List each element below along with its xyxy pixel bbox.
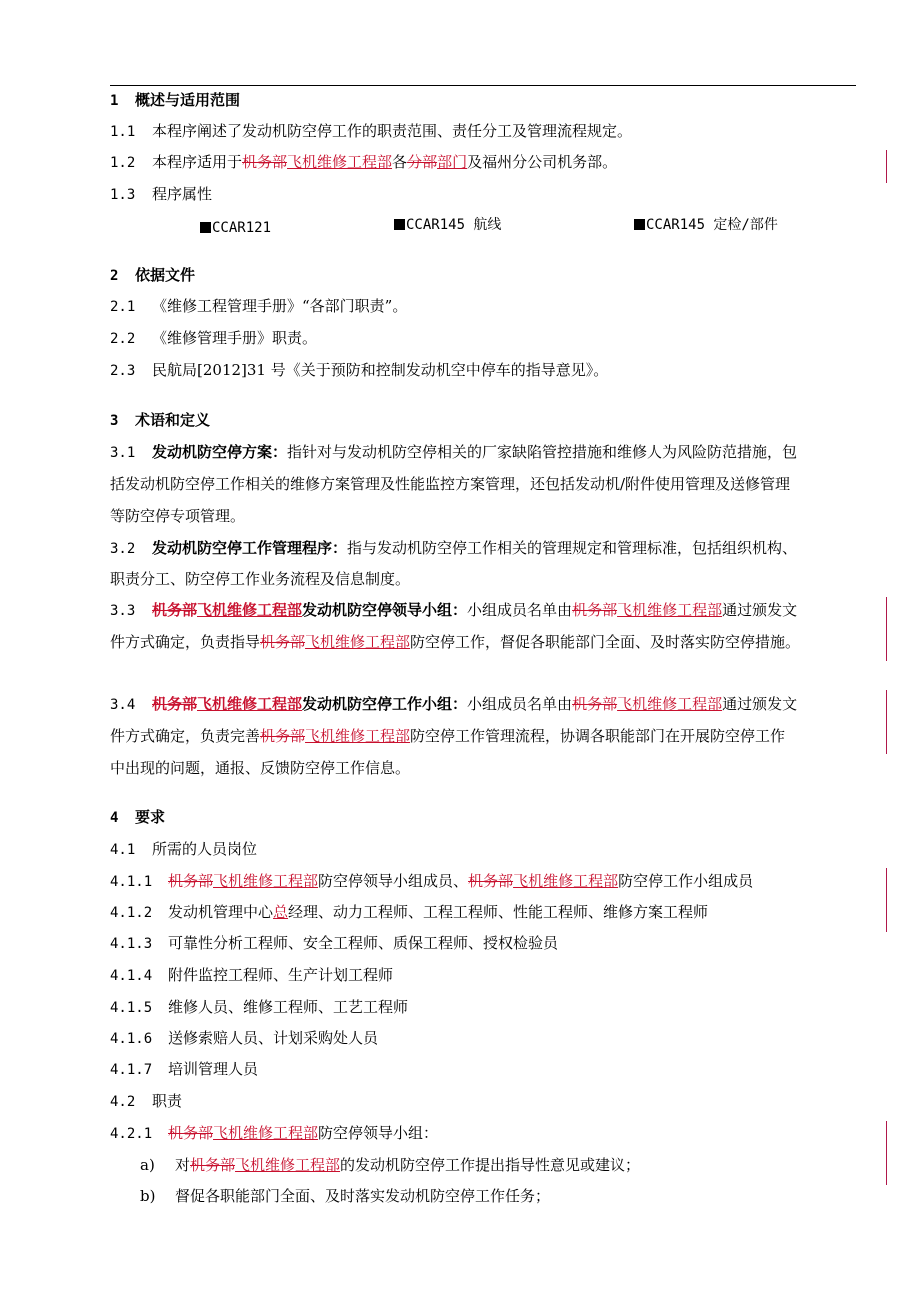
revision-bar <box>886 150 887 183</box>
inserted-text: 飞机维修工程部 <box>197 601 303 619</box>
para-4-1-5: 4.1.5 维修人员、维修工程师、工艺工程师 <box>110 998 409 1016</box>
para-4-1-4: 4.1.4 附件监控工程师、生产计划工程师 <box>110 966 394 984</box>
inserted-text: 飞机维修工程部 <box>197 695 303 713</box>
inserted-text: 飞机维修工程部 <box>235 1156 341 1174</box>
para-4-1-2: 4.1.2 发动机管理中心总经理、动力工程师、工程工程师、性能工程师、维修方案工程师 <box>110 903 709 921</box>
revision-bar <box>886 868 887 932</box>
section-1-heading: 1 概述与适用范围 <box>110 91 241 109</box>
para-1-2: 1.2 本程序适用于机务部飞机维修工程部各分部部门及福州分公司机务部。 <box>110 153 618 171</box>
section-2-heading: 2 依据文件 <box>110 266 196 284</box>
inserted-text: 部门 <box>437 153 468 171</box>
para-2-2: 2.2 《维修管理手册》职责。 <box>110 329 318 347</box>
para-3-1-line-2: 括发动机防空停工作相关的维修方案管理及性能监控方案管理，还包括发动机/附件使用管理及送修管理 <box>110 475 791 493</box>
inserted-text: 飞机维修工程部 <box>513 872 619 890</box>
list-item-a: a) 对机务部飞机维修工程部的发动机防空停工作提出指导性意见或建议； <box>140 1156 641 1174</box>
inserted-text: 飞机维修工程部 <box>617 695 723 713</box>
para-2-1: 2.1 《维修工程管理手册》“各部门职责”。 <box>110 297 408 315</box>
para-3-4-line-2: 件方式确定，负责完善机务部飞机维修工程部防空停工作管理流程，协调各职能部门在开展防空停工作 <box>110 727 786 745</box>
deleted-text: 机务部 <box>152 695 198 713</box>
para-4-1-6: 4.1.6 送修索赔人员、计划采购处人员 <box>110 1029 379 1047</box>
list-item-b: b) 督促各职能部门全面、及时落实发动机防空停工作任务； <box>140 1187 551 1205</box>
deleted-text: 机务部 <box>468 872 514 890</box>
para-4-2: 4.2 职责 <box>110 1092 183 1110</box>
deleted-text: 机务部 <box>168 1124 214 1142</box>
inserted-text: 飞机维修工程部 <box>287 153 393 171</box>
deleted-text: 机务部 <box>242 153 288 171</box>
attribute-ccar121: CCAR121 <box>200 218 271 238</box>
para-3-1-line-3: 等防空停专项管理。 <box>110 507 246 525</box>
deleted-text: 机务部 <box>260 727 306 745</box>
para-3-2-line-2: 职责分工、防空停工作业务流程及信息制度。 <box>110 570 411 588</box>
deleted-text: 机务部 <box>190 1156 236 1174</box>
deleted-text: 分部 <box>407 153 438 171</box>
inserted-text: 飞机维修工程部 <box>305 633 411 651</box>
para-2-3: 2.3 民航局[2012]31 号《关于预防和控制发动机空中停车的指导意见》。 <box>110 361 609 379</box>
checked-box-icon <box>200 222 211 233</box>
deleted-text: 机务部 <box>152 601 198 619</box>
para-3-1: 3.1 发动机防空停方案：指针对与发动机防空停相关的厂家缺陷管控措施和维修人为风险防范措施，包 <box>110 443 798 461</box>
para-1-3: 1.3 程序属性 <box>110 185 213 203</box>
para-4-1-3: 4.1.3 可靠性分析工程师、安全工程师、质保工程师、授权检验员 <box>110 934 559 952</box>
para-3-4: 3.4 机务部飞机维修工程部发动机防空停工作小组：小组成员名单由机务部飞机维修工程部通过颁发文 <box>110 695 798 713</box>
inserted-text: 飞机维修工程部 <box>617 601 723 619</box>
para-4-2-1: 4.2.1 机务部飞机维修工程部防空停领导小组： <box>110 1124 439 1142</box>
checked-box-icon <box>394 219 405 230</box>
deleted-text: 机务部 <box>572 601 618 619</box>
inserted-text: 飞机维修工程部 <box>305 727 411 745</box>
inserted-text: 飞机维修工程部 <box>213 872 319 890</box>
inserted-text: 总 <box>273 903 289 921</box>
checked-box-icon <box>634 219 645 230</box>
para-3-3: 3.3 机务部飞机维修工程部发动机防空停领导小组：小组成员名单由机务部飞机维修工程部通过颁发文 <box>110 601 798 619</box>
header-rule <box>110 85 856 86</box>
para-4-1-1: 4.1.1 机务部飞机维修工程部防空停领导小组成员、机务部飞机维修工程部防空停工作小组成员 <box>110 872 754 890</box>
para-1-1: 1.1 本程序阐述了发动机防空停工作的职责范围、责任分工及管理流程规定。 <box>110 122 633 140</box>
attribute-ccar145-line: CCAR145 航线 <box>394 215 501 235</box>
deleted-text: 机务部 <box>260 633 306 651</box>
attribute-ccar145-check: CCAR145 定检/部件 <box>634 215 778 235</box>
section-3-heading: 3 术语和定义 <box>110 411 211 429</box>
revision-bar <box>886 597 887 661</box>
para-3-4-line-3: 中出现的问题，通报、反馈防空停工作信息。 <box>110 759 411 777</box>
para-4-1-7: 4.1.7 培训管理人员 <box>110 1060 259 1078</box>
para-4-1: 4.1 所需的人员岗位 <box>110 840 258 858</box>
deleted-text: 机务部 <box>572 695 618 713</box>
para-3-2: 3.2 发动机防空停工作管理程序：指与发动机防空停工作相关的管理规定和管理标准，包括组织机构、 <box>110 539 798 557</box>
revision-bar <box>886 1121 887 1185</box>
para-3-3-line-2: 件方式确定，负责指导机务部飞机维修工程部防空停工作，督促各职能部门全面、及时落实防空停措施。 <box>110 633 801 651</box>
revision-bar <box>886 690 887 754</box>
section-4-heading: 4 要求 <box>110 808 166 826</box>
deleted-text: 机务部 <box>168 872 214 890</box>
inserted-text: 飞机维修工程部 <box>213 1124 319 1142</box>
